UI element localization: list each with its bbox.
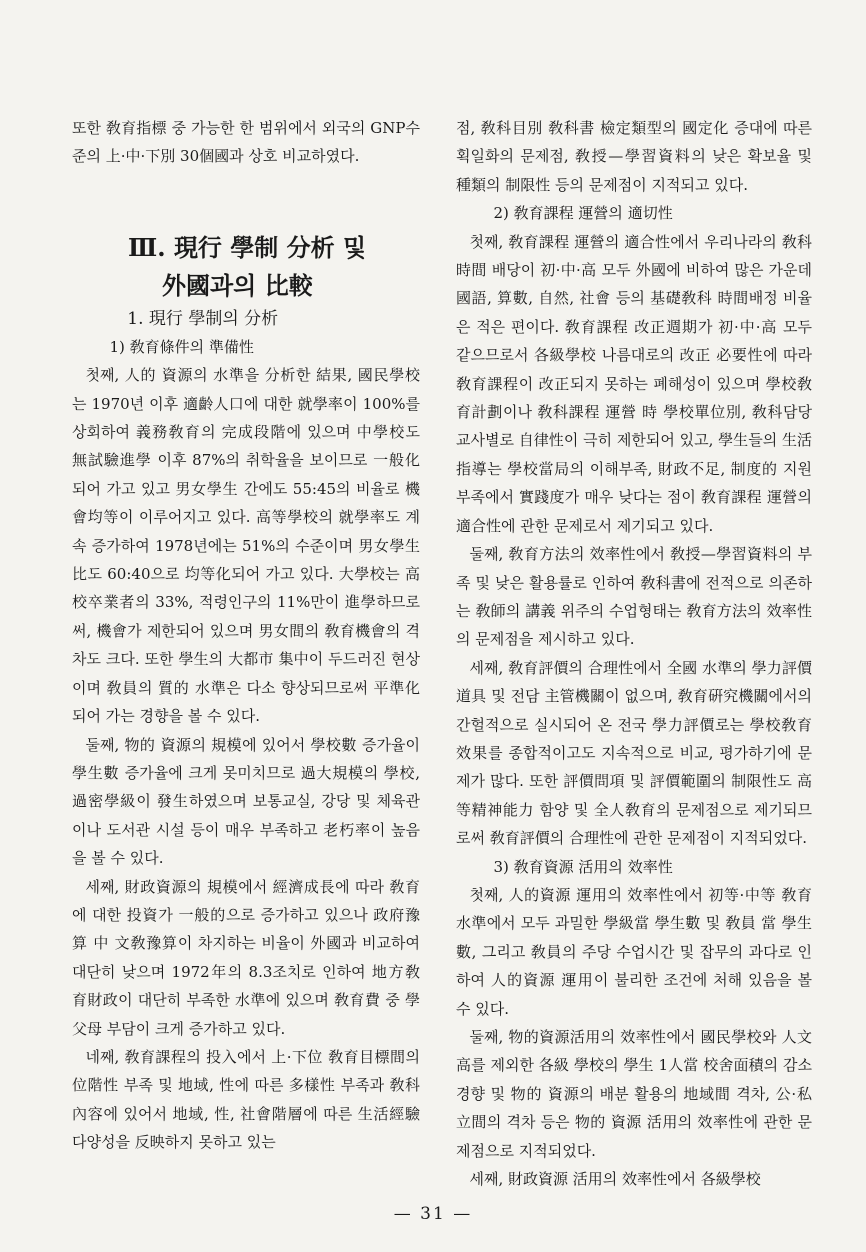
- body-paragraph: 점, 敎科目別 敎科書 檢定類型의 國定化 증대에 따른 획일화의 문제점, 敎授—學習資料의 낮은 확보율 및 種類의 制限性 등의 문제점이 지적되고 있다.: [456, 119, 812, 194]
- subsection-title: 3) 敎育資源 活用의 效率性: [493, 857, 673, 876]
- body-paragraph: 첫째, 人的 資源의 水準을 分析한 結果, 國民學校는 1970년 이후 適齡人口에 대한 就學率이 100%를 상회하여 義務敎育의 完成段階에 있으며 中學校도 無試驗進學 이후 87%의 취학율을 보이므로 一般化되어 가고 있고 男女學生 간에도 55:45의 비율로 機會均等이 이루어지고 있다. 高等學校의 就學率도 계속 증가하여 1978년에는 51%의 수준이며 男女學生 比도 60:40으로 均等化되어 가고 있다. 大學校는 高校卒業者의 33%, 적령인구의 11%만이 進學하므로써, 機會가 제한되어 있으며 男女間의 敎育機會의 격차도 크다. 또한 學生의 大都市 集中이 두드러진 현상이며 敎員의 質的 水準은 다소 향상되므로써 平準化되어 가는 경향을 볼 수 있다.: [72, 366, 420, 726]
- subsection-title: 2) 敎育課程 運營의 適切性: [493, 204, 673, 223]
- body-paragraph: 세째, 財政資源 活用의 效率性에서 各級學校: [469, 1170, 761, 1189]
- page-number: — 31 —: [393, 1204, 473, 1224]
- body-paragraph: 둘째, 物的 資源의 規模에 있어서 學校數 증가율이 學生數 증가율에 크게 못미치므로 過大規模의 學校, 過密學級이 發生하였으며 보통교실, 강당 및 체육관이나 도서관 시설 등이 매우 부족하고 老朽率이 높음을 볼 수 있다.: [72, 735, 420, 868]
- chapter-title: [72, 229, 420, 305]
- intro-paragraph: 또한 敎育指標 중 가능한 한 범위에서 외국의 GNP수준의 上·中·下別 30個國과 상호 비교하였다.: [72, 119, 420, 166]
- left-column: [72, 114, 420, 1157]
- body-paragraph: 둘째, 敎育方法의 效率性에서 敎授—學習資料의 부족 및 낮은 활용률로 인하여 敎科書에 전적으로 의존하는 敎師의 講義 위주의 수업형태는 敎育方法의 效率性의 문제점을 제시하고 있다.: [456, 545, 812, 649]
- section-title: 1. 現行 學制의 分析: [127, 308, 279, 329]
- body-paragraph: 둘째, 物的資源活用의 效率性에서 國民學校와 人文高를 제외한 各級 學校의 學生 1人當 校舍面積의 감소 경향 및 物的 資源의 배분 활용의 地域間 격차, 公·私立間의 격차 등은 物的 資源 活用의 效率性에 관한 문제점으로 지적되었다.: [456, 1028, 812, 1160]
- chapter-title-line1: Ⅲ. 現行 學制 分析 및: [128, 232, 367, 262]
- right-column: [456, 114, 812, 1193]
- body-paragraph: 첫째, 敎育課程 運營의 適合性에서 우리나라의 敎科時間 배당이 初·中·高 모두 外國에 비하여 많은 가운데 國語, 算數, 自然, 社會 등의 基礎敎科 時間배정 비율은 적은 편이다. 敎育課程 改正週期가 初·中·高 모두 같으므로서 各級學校 나름대로의 改正 必要性에 따라 敎育課程이 改正되지 못하는 폐해성이 있으며 學校敎育計劃이나 敎科課程 運營 時 學校單位別, 敎科담당교사별로 自律性이 극히 제한되어 있고, 學生들의 生活指導는 學校當局의 이해부족, 財政不足, 制度的 지원부족에서 實踐度가 매우 낮다는 점이 敎育課程 運營의 適合性에 관한 문제로서 제기되고 있다.: [456, 232, 812, 535]
- body-paragraph: 첫째, 人的資源 運用의 效率性에서 初等·中等 敎育水準에서 모두 과밀한 學級當 學生數 및 敎員 當 學生數, 그리고 敎員의 주당 수업시간 및 잡무의 과다로 인하여 人的資源 運用이 불리한 조건에 처해 있음을 볼 수 있다.: [456, 885, 812, 1018]
- chapter-title-line2: 外國과의 比較: [162, 270, 313, 300]
- body-paragraph: 네째, 敎育課程의 投入에서 上·下位 敎育目標間의 位階性 부족 및 地域, 性에 따른 多樣性 부족과 敎科內容에 있어서 地域, 性, 社會階層에 따른 生活經驗 다양성을 反映하지 못하고 있는: [72, 1047, 420, 1152]
- body-paragraph: 세째, 敎育評價의 合理性에서 全國 水準의 學力評價 道具 및 전담 主管機關이 없으며, 敎育硏究機關에서의 간헐적으로 실시되어 온 전국 學力評價로는 學校敎育 效果를 종합적이고도 지속적으로 비교, 평가하기에 문제가 많다. 또한 評價問項 및 評價範圍의 制限性도 高等精神能力 함양 및 全人敎育의 문제점으로 제기되므로써 敎育評價의 合理性에 관한 문제점이 지적되었다.: [456, 658, 812, 848]
- subsection-title: 1) 敎育條件의 準備性: [109, 337, 254, 356]
- body-paragraph: 세째, 財政資源의 規模에서 經濟成長에 따라 敎育에 대한 投資가 一般的으로 증가하고 있으나 政府豫算 中 文敎豫算이 차지하는 비율이 外國과 비교하여 대단히 낮으며 1972年의 8.3조치로 인하여 地方敎育財政이 대단히 부족한 水準에 있으며 敎育費 중 學父母 부담이 크게 증가하고 있다.: [72, 877, 420, 1038]
